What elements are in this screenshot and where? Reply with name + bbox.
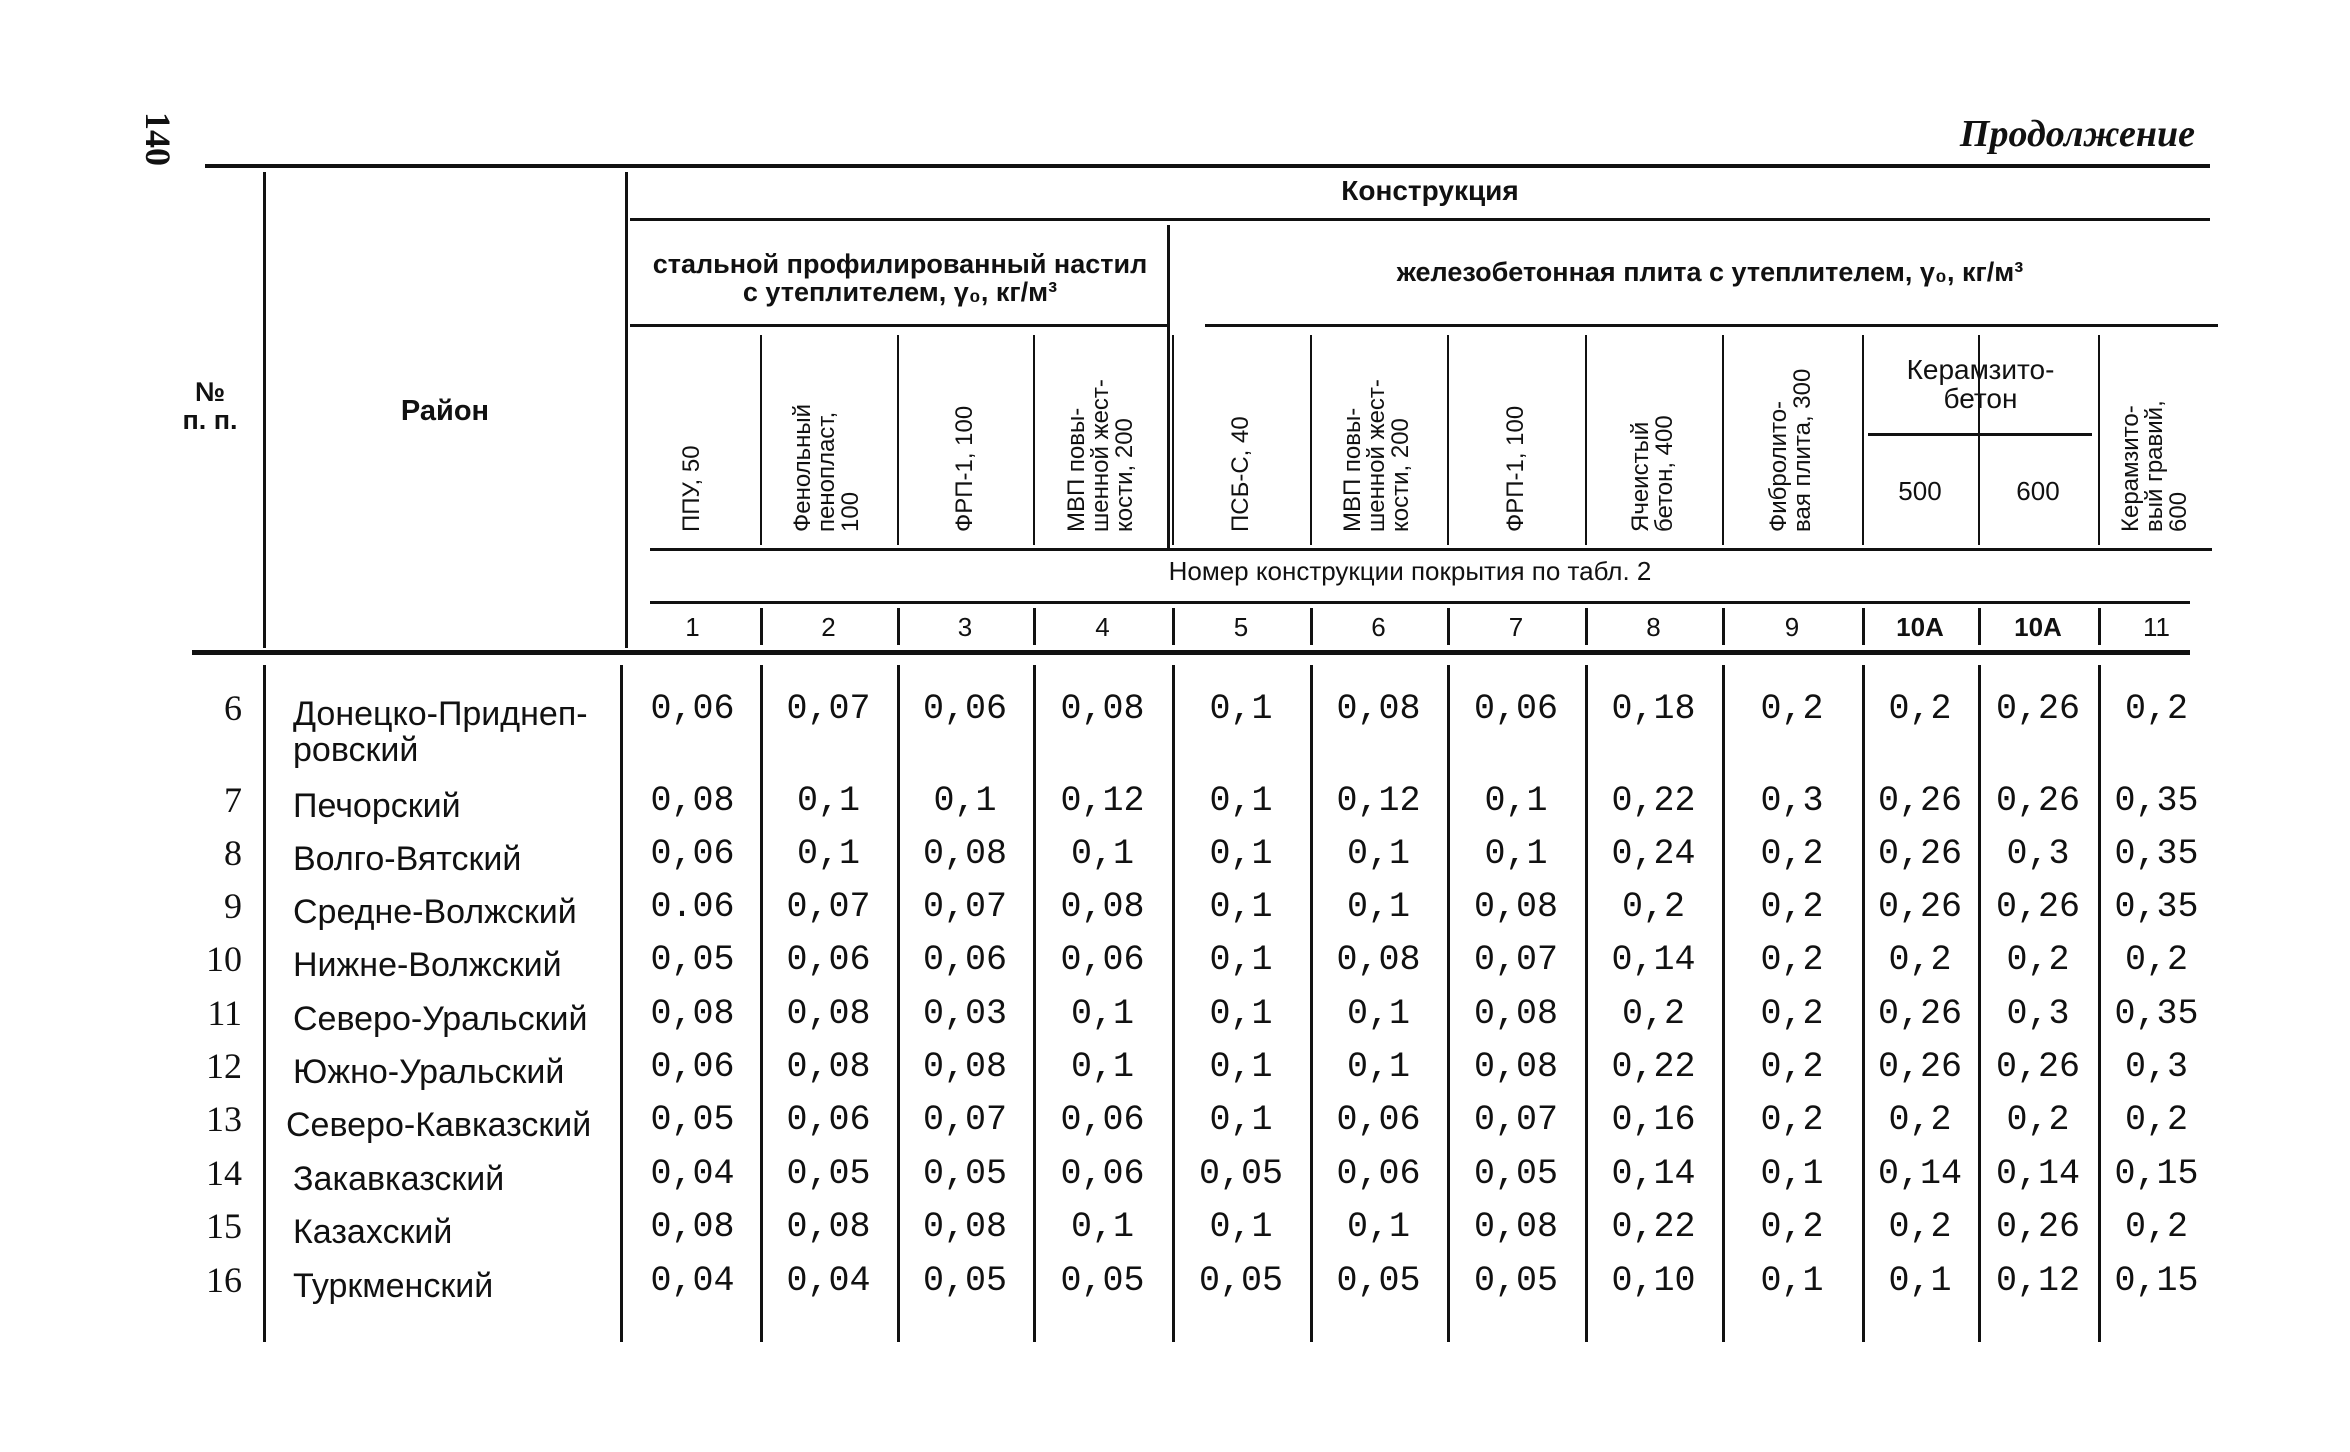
table-cell: 0,08 — [650, 781, 735, 821]
table-cell: 0,26 — [1995, 1047, 2080, 1087]
table-cell: 0,08 — [786, 1207, 871, 1247]
table-cell: 0,1 — [1209, 1207, 1273, 1247]
table-cell: 0,1 — [1070, 1207, 1134, 1247]
table-cell: 0,2 — [2124, 940, 2188, 980]
column-label: ПСБ-С, 40 — [1226, 416, 1254, 532]
no-header: № п. п. — [182, 377, 238, 436]
table-cell: 0,1 — [1888, 1261, 1952, 1301]
table-cell: 0,1 — [933, 781, 997, 821]
table-cell: 0,08 — [1473, 1047, 1558, 1087]
column-label: МВП повы- шенной жест- кости, 200 — [1063, 379, 1138, 532]
table-cell: 0,06 — [922, 940, 1007, 980]
table-cell: 0,07 — [1473, 940, 1558, 980]
number-label-underline — [650, 601, 2190, 604]
header-column-divider — [1722, 335, 1724, 545]
table-cell: 0,1 — [1209, 834, 1273, 874]
table-cell: 0,2 — [1888, 940, 1952, 980]
header-column-divider — [1447, 335, 1449, 545]
table-cell: 0,06 — [1473, 689, 1558, 729]
rc-group-underline — [1205, 324, 2218, 327]
table-cell: 0,06 — [1336, 1100, 1421, 1140]
district-name: Южно-Уральский — [293, 1053, 565, 1091]
table-cell: 0,35 — [2114, 887, 2199, 927]
row-number: 12 — [206, 1046, 242, 1086]
number-column-divider — [1585, 608, 1588, 645]
column-label: МВП повы- шенной жест- кости, 200 — [1339, 379, 1414, 532]
table-cell: 0,06 — [650, 1047, 735, 1087]
table-cell: 0,35 — [2114, 994, 2199, 1034]
group-divider — [1167, 225, 1170, 548]
column-label: ФРП-1, 100 — [1501, 405, 1529, 532]
table-cell: 0,08 — [786, 994, 871, 1034]
header-bottom-rule — [192, 650, 2190, 655]
column-label: ФРП-1, 100 — [950, 405, 978, 532]
table-cell: 0,06 — [1060, 1100, 1145, 1140]
table-cell: 0,05 — [650, 1100, 735, 1140]
table-cell: 0,08 — [1473, 994, 1558, 1034]
table-cell: 0,2 — [2124, 1207, 2188, 1247]
district-name: Закавказский — [293, 1160, 505, 1198]
column-number: 10А — [1896, 612, 1944, 642]
district-column-divider — [625, 172, 628, 648]
number-column-divider — [1722, 608, 1725, 645]
table-cell: 0,1 — [1346, 887, 1410, 927]
header-column-divider — [1862, 335, 1864, 545]
row-number: 16 — [206, 1260, 242, 1300]
top-rule — [205, 164, 2210, 168]
column-label: 500 — [1898, 476, 1942, 506]
keramzit-group-header: Керамзито- бетон — [1906, 354, 2055, 415]
table-cell: 0,08 — [922, 1207, 1007, 1247]
table-cell: 0,06 — [650, 834, 735, 874]
table-cell: 0,1 — [796, 781, 860, 821]
table-cell: 0,22 — [1611, 781, 1696, 821]
table-cell: 0,3 — [2006, 994, 2070, 1034]
table-cell: 0,08 — [1060, 689, 1145, 729]
construction-number-label: Номер конструкции покрытия по табл. 2 — [1168, 556, 1652, 586]
table-cell: 0,08 — [1060, 887, 1145, 927]
column-label: Фенольный пенопласт, 100 — [789, 403, 864, 532]
table-cell: 0,06 — [1060, 940, 1145, 980]
table-cell: 0,2 — [1760, 1100, 1824, 1140]
table-cell: 0,2 — [1760, 887, 1824, 927]
district-column-divider — [620, 665, 623, 1342]
steel-group-underline — [630, 324, 1168, 327]
table-cell: 0,2 — [1760, 834, 1824, 874]
table-cell: 0,04 — [650, 1154, 735, 1194]
district-name: Туркменский — [293, 1267, 494, 1305]
table-cell: 0,26 — [1877, 781, 1962, 821]
district-name: Средне-Волжский — [293, 893, 577, 931]
table-cell: 0,2 — [1760, 940, 1824, 980]
table-cell: 0,1 — [1209, 781, 1273, 821]
district-name: Казахский — [293, 1213, 453, 1251]
header-column-divider — [2098, 335, 2100, 545]
table-cell: 0,08 — [786, 1047, 871, 1087]
table-cell: 0,05 — [922, 1154, 1007, 1194]
district-header: Район — [400, 395, 490, 427]
table-cell: 0,1 — [1070, 1047, 1134, 1087]
table-cell: 0,08 — [650, 994, 735, 1034]
table-cell: 0,08 — [1473, 887, 1558, 927]
row-number: 10 — [206, 939, 242, 979]
table-cell: 0,14 — [1995, 1154, 2080, 1194]
table-cell: 0,2 — [2124, 1100, 2188, 1140]
table-cell: 0,08 — [922, 834, 1007, 874]
table-cell: 0,1 — [1346, 1047, 1410, 1087]
column-label: ППУ, 50 — [678, 445, 705, 532]
table-cell: 0,1 — [1484, 834, 1548, 874]
column-number: 6 — [1371, 612, 1386, 642]
table-cell: 0,1 — [1346, 994, 1410, 1034]
column-number: 1 — [685, 612, 700, 642]
table-cell: 0,07 — [922, 1100, 1007, 1140]
header-column-divider — [1033, 335, 1035, 545]
table-cell: 0,26 — [1995, 887, 2080, 927]
table-cell: 0,06 — [922, 689, 1007, 729]
table-cell: 0,3 — [2124, 1047, 2188, 1087]
number-column-divider — [897, 608, 900, 645]
table-cell: 0,12 — [1336, 781, 1421, 821]
header-column-divider — [1585, 335, 1587, 545]
table-cell: 0,1 — [1484, 781, 1548, 821]
column-label: 600 — [2016, 476, 2060, 506]
table-cell: 0,06 — [650, 689, 735, 729]
row-number: 15 — [206, 1206, 242, 1246]
table-cell: 0,3 — [1760, 781, 1824, 821]
table-cell: 0,1 — [1209, 994, 1273, 1034]
table-cell: 0,1 — [1070, 834, 1134, 874]
table-cell: 0,1 — [1070, 994, 1134, 1034]
table-cell: 0,1 — [1760, 1154, 1824, 1194]
table-cell: 0,2 — [2006, 940, 2070, 980]
row-number: 8 — [224, 833, 242, 873]
column-number: 9 — [1784, 612, 1800, 642]
table-cell: 0,2 — [1621, 994, 1685, 1034]
table-cell: 0,2 — [1888, 1100, 1952, 1140]
table-cell: 0,1 — [1346, 834, 1410, 874]
continuation-label: Продолжение — [1959, 113, 2195, 155]
no-column-divider — [263, 172, 266, 648]
table-cell: 0,1 — [1209, 1047, 1273, 1087]
table-cell: 0,03 — [922, 994, 1007, 1034]
number-column-divider — [1862, 608, 1865, 645]
row-number: 14 — [206, 1153, 242, 1193]
table-cell: 0,2 — [1760, 689, 1824, 729]
table-cell: 0,1 — [1209, 887, 1273, 927]
number-column-divider — [1447, 608, 1450, 645]
column-label: Керамзито- вый гравий, 600 — [2117, 400, 2192, 532]
table-cell: 0,1 — [1209, 1100, 1273, 1140]
column-number: 8 — [1646, 612, 1661, 642]
number-column-divider — [1172, 608, 1175, 645]
table-cell: 0,22 — [1611, 1207, 1696, 1247]
header-column-divider — [1172, 335, 1174, 545]
table-cell: 0,05 — [650, 940, 735, 980]
table-cell: 0,05 — [1336, 1261, 1421, 1301]
table-cell: 0,12 — [1995, 1261, 2080, 1301]
table-cell: 0,14 — [1611, 1154, 1696, 1194]
table-cell: 0,12 — [1060, 781, 1145, 821]
table-cell: 0,07 — [1473, 1100, 1558, 1140]
table-cell: 0,1 — [796, 834, 860, 874]
keramzit-underline — [1868, 433, 2092, 436]
number-column-divider — [1978, 608, 1981, 645]
table-cell: 0,26 — [1995, 1207, 2080, 1247]
table-cell: 0,08 — [1336, 940, 1421, 980]
column-number: 7 — [1508, 612, 1524, 642]
column-number: 5 — [1233, 612, 1249, 642]
table-cell: 0,05 — [1473, 1261, 1558, 1301]
table-cell: 0,14 — [1611, 940, 1696, 980]
district-name: Донецко-Приднеп- ровский — [293, 695, 588, 770]
construction-header: Конструкция — [1341, 175, 1519, 206]
table-cell: 0,08 — [650, 1207, 735, 1247]
row-number: 7 — [224, 780, 242, 820]
table-cell: 0,08 — [1473, 1207, 1558, 1247]
table-cell: 0,26 — [1995, 689, 2080, 729]
labels-underline — [650, 548, 2212, 551]
district-name: Печорский — [293, 787, 461, 825]
table-cell: 0,04 — [650, 1261, 735, 1301]
column-label: Ячеистый бетон, 400 — [1626, 415, 1678, 532]
table-cell: 0,24 — [1611, 834, 1696, 874]
table-cell: 0,1 — [1760, 1261, 1824, 1301]
header-column-divider — [897, 335, 899, 545]
table-cell: 0,14 — [1877, 1154, 1962, 1194]
table-cell: 0,1 — [1209, 689, 1273, 729]
number-column-divider — [1310, 608, 1313, 645]
table-cell: 0,16 — [1611, 1100, 1696, 1140]
table-cell: 0,35 — [2114, 781, 2199, 821]
district-name: Северо-Уральский — [293, 1000, 588, 1038]
row-number: 9 — [224, 886, 242, 926]
number-column-divider — [1033, 608, 1036, 645]
row-number: 6 — [224, 688, 242, 728]
table-cell: 0,18 — [1611, 689, 1696, 729]
table-cell: 0,05 — [1198, 1261, 1283, 1301]
construction-underline — [630, 218, 2210, 221]
table-cell: 0,2 — [2124, 689, 2188, 729]
number-column-divider — [2098, 608, 2101, 645]
column-label: Фибролито- вая плита, 300 — [1765, 368, 1816, 532]
table-cell: 0,1 — [1209, 940, 1273, 980]
table-cell: 0,26 — [1877, 1047, 1962, 1087]
table-cell: 0,07 — [922, 887, 1007, 927]
table-cell: 0,2 — [1888, 1207, 1952, 1247]
column-number: 4 — [1095, 612, 1110, 642]
table-cell: 0.06 — [650, 887, 735, 927]
district-name: Волго-Вятский — [293, 840, 522, 878]
column-number: 2 — [821, 612, 836, 642]
number-column-divider — [760, 608, 763, 645]
table-cell: 0,2 — [2006, 1100, 2070, 1140]
table-cell: 0,26 — [1877, 834, 1962, 874]
table-cell: 0,3 — [2006, 834, 2070, 874]
table-cell: 0,2 — [1760, 1207, 1824, 1247]
header-column-divider — [760, 335, 762, 545]
row-number: 11 — [207, 993, 242, 1033]
table-cell: 0,05 — [1198, 1154, 1283, 1194]
table-cell: 0,05 — [1473, 1154, 1558, 1194]
table-cell: 0,15 — [2114, 1261, 2199, 1301]
district-name: Нижне-Волжский — [293, 946, 562, 984]
rc-group-header: железобетонная плита с утеплителем, γ₀, кг/м³ — [1396, 257, 2024, 287]
table-cell: 0,10 — [1611, 1261, 1696, 1301]
row-number: 13 — [206, 1099, 242, 1139]
table-cell: 0,06 — [1060, 1154, 1145, 1194]
column-number: 11 — [2143, 612, 2170, 642]
table-cell: 0,06 — [786, 940, 871, 980]
column-number: 10А — [2014, 612, 2062, 642]
table-cell: 0,08 — [1336, 689, 1421, 729]
column-number: 3 — [957, 612, 973, 642]
table-cell: 0,2 — [1760, 994, 1824, 1034]
table-cell: 0,07 — [786, 689, 871, 729]
table-cell: 0,26 — [1877, 887, 1962, 927]
table-cell: 0,22 — [1611, 1047, 1696, 1087]
steel-group-header: стальной профилированный настил с утеплителем, γ₀, кг/м³ — [652, 249, 1148, 308]
table-cell: 0,06 — [786, 1100, 871, 1140]
table-cell: 0,08 — [922, 1047, 1007, 1087]
table-cell: 0,35 — [2114, 834, 2199, 874]
table-cell: 0,05 — [786, 1154, 871, 1194]
table-cell: 0,2 — [1760, 1047, 1824, 1087]
table-cell: 0,26 — [1877, 994, 1962, 1034]
header-column-divider — [1310, 335, 1312, 545]
no-column-divider — [263, 665, 266, 1342]
table-cell: 0,2 — [1621, 887, 1685, 927]
table-cell: 0,06 — [1336, 1154, 1421, 1194]
table-cell: 0,15 — [2114, 1154, 2199, 1194]
table-cell: 0,04 — [786, 1261, 871, 1301]
table-cell: 0,1 — [1346, 1207, 1410, 1247]
district-name: Северо-Кавказский — [286, 1106, 592, 1144]
table-cell: 0,07 — [786, 887, 871, 927]
table-cell: 0,26 — [1995, 781, 2080, 821]
table-cell: 0,2 — [1888, 689, 1952, 729]
table-cell: 0,05 — [922, 1261, 1007, 1301]
page-number: 140 — [138, 112, 178, 166]
table-cell: 0,05 — [1060, 1261, 1145, 1301]
